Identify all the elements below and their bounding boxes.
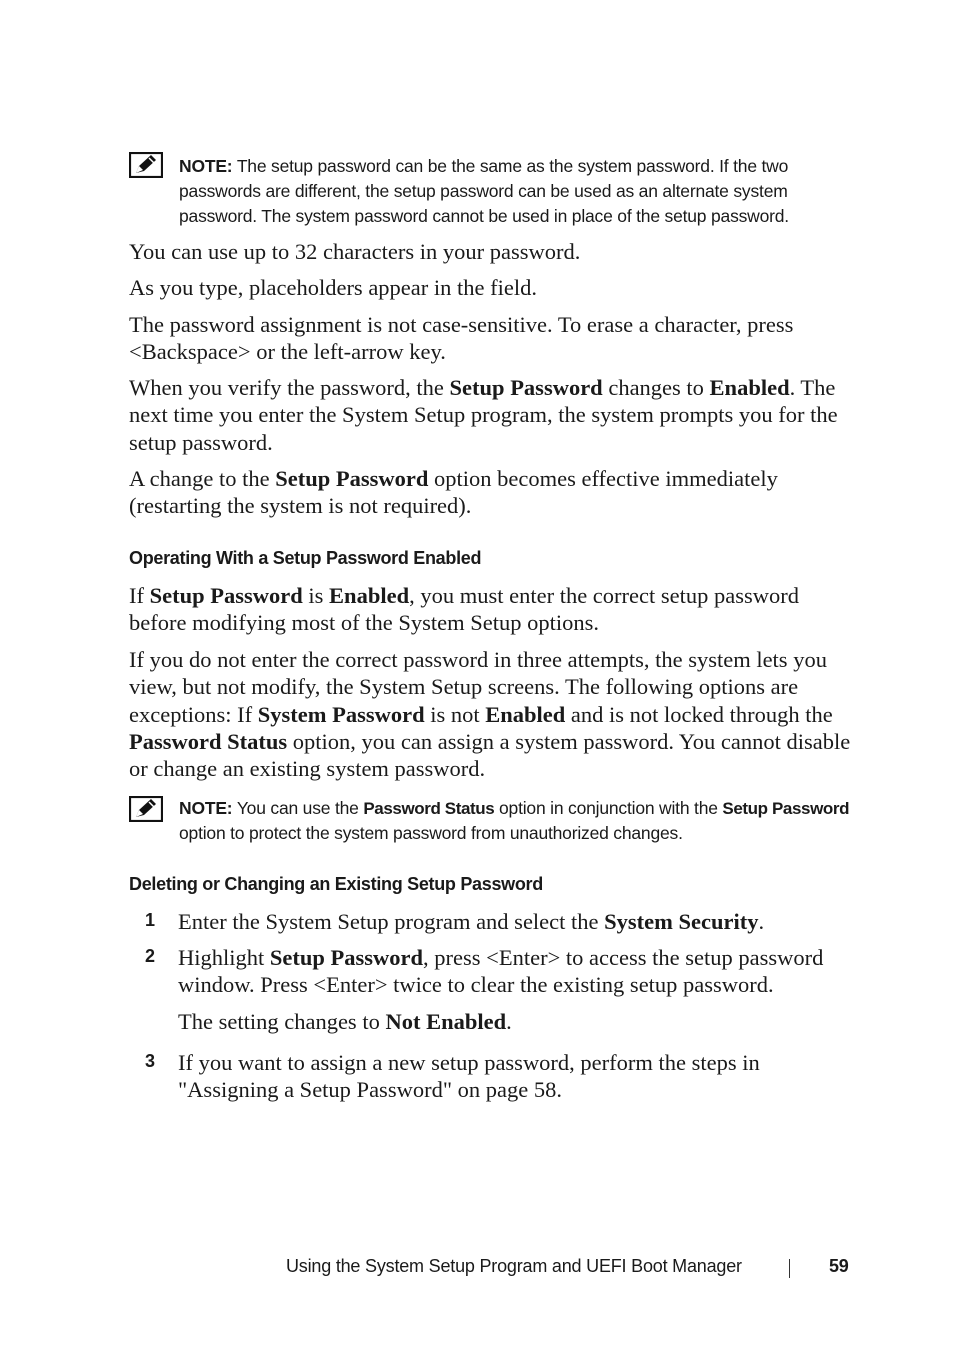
note-1-text <box>179 154 859 229</box>
note-label: NOTE: <box>179 798 233 818</box>
text-run: A change to the <box>129 466 276 491</box>
pencil-note-icon <box>129 796 163 822</box>
text-run: option to protect the system password from unauthorized changes. <box>179 823 683 843</box>
paragraph <box>129 374 857 456</box>
bold-term: Not Enabled <box>385 1009 507 1034</box>
bold-term: Setup Password <box>275 466 429 491</box>
paragraph: You can use up to 32 characters in your password. <box>129 239 581 264</box>
text-run: You can use the <box>236 798 364 818</box>
step-number: 2 <box>145 946 156 966</box>
bold-term: Enabled <box>329 583 410 608</box>
text-run: option, you can assign a system password. You cannot disable or change an existing system password. <box>129 728 851 782</box>
note-body: The setup password can be the same as the system password. If the two passwords are different, the setup password can be used as an alternate system password. The system password cannot be used in place of the setup password. <box>179 156 789 226</box>
text-run: is not <box>424 701 486 727</box>
step-text <box>178 908 858 935</box>
paragraph: As you type, placeholders appear in the field. <box>129 275 537 300</box>
footer-divider <box>789 1259 790 1278</box>
step-number: 3 <box>145 1051 156 1071</box>
text-run: option becomes effective immediately (restarting the system is not required). <box>129 466 778 519</box>
note-2-text <box>179 796 859 846</box>
bold-term: Setup Password <box>149 583 303 608</box>
section-heading: Operating With a Setup Password Enabled <box>129 548 482 568</box>
text-run: If <box>129 583 150 608</box>
paragraph <box>129 646 857 782</box>
text-run: Enter the System Setup program and select the <box>178 909 605 934</box>
pencil-note-icon <box>129 152 163 178</box>
paragraph <box>129 582 829 637</box>
step-number: 1 <box>145 910 156 930</box>
bold-term: Password Status <box>363 799 495 818</box>
text-run: changes to <box>602 375 710 400</box>
text-run: . <box>506 1009 512 1034</box>
text-run: . The next time you enter the System Setup program, the system prompts you for the setup password. <box>129 375 838 455</box>
text-run: . <box>758 909 765 934</box>
text-run: and is not locked through the <box>565 701 833 727</box>
section-heading: Deleting or Changing an Existing Setup Password <box>129 874 543 894</box>
bold-term: System Security <box>604 909 759 934</box>
bold-term: Enabled <box>709 375 790 400</box>
page-number: 59 <box>829 1256 849 1276</box>
text-run: Highlight <box>178 945 270 970</box>
text-run: If you do not enter the correct password in three attempts, the system lets you view, but not modify, the System Setup screens. The following options are exceptions: If <box>129 647 827 727</box>
text-run: , press <Enter> to access the setup password window. Press <Enter> twice to clear the existing setup password. <box>178 945 824 998</box>
bold-term: Setup Password <box>722 799 850 818</box>
bold-term: Password Status <box>129 728 288 754</box>
text-run: option in conjunction with the <box>494 798 723 818</box>
bold-term: Setup Password <box>449 375 603 400</box>
bold-term: Enabled <box>485 701 566 727</box>
bold-term: Setup Password <box>269 945 424 970</box>
text-run: is <box>302 583 330 608</box>
bold-term: System Password <box>257 701 425 727</box>
note-label: NOTE: <box>179 156 233 176</box>
footer-title: Using the System Setup Program and UEFI Boot Manager <box>286 1256 742 1276</box>
paragraph: The password assignment is not case-sensitive. To erase a character, press <Backspace> or the left-arrow key. <box>129 312 794 365</box>
paragraph <box>129 465 809 520</box>
text-run: The setting changes to <box>178 1009 386 1034</box>
text-run: , you must enter the correct setup password before modifying most of the System Setup options. <box>129 583 799 636</box>
step-text <box>178 944 858 999</box>
text-run: When you verify the password, the <box>129 375 450 400</box>
step-text: If you want to assign a new setup password, perform the steps in "Assigning a Setup Password" on page 58. <box>178 1050 760 1103</box>
step-result <box>178 1008 858 1035</box>
